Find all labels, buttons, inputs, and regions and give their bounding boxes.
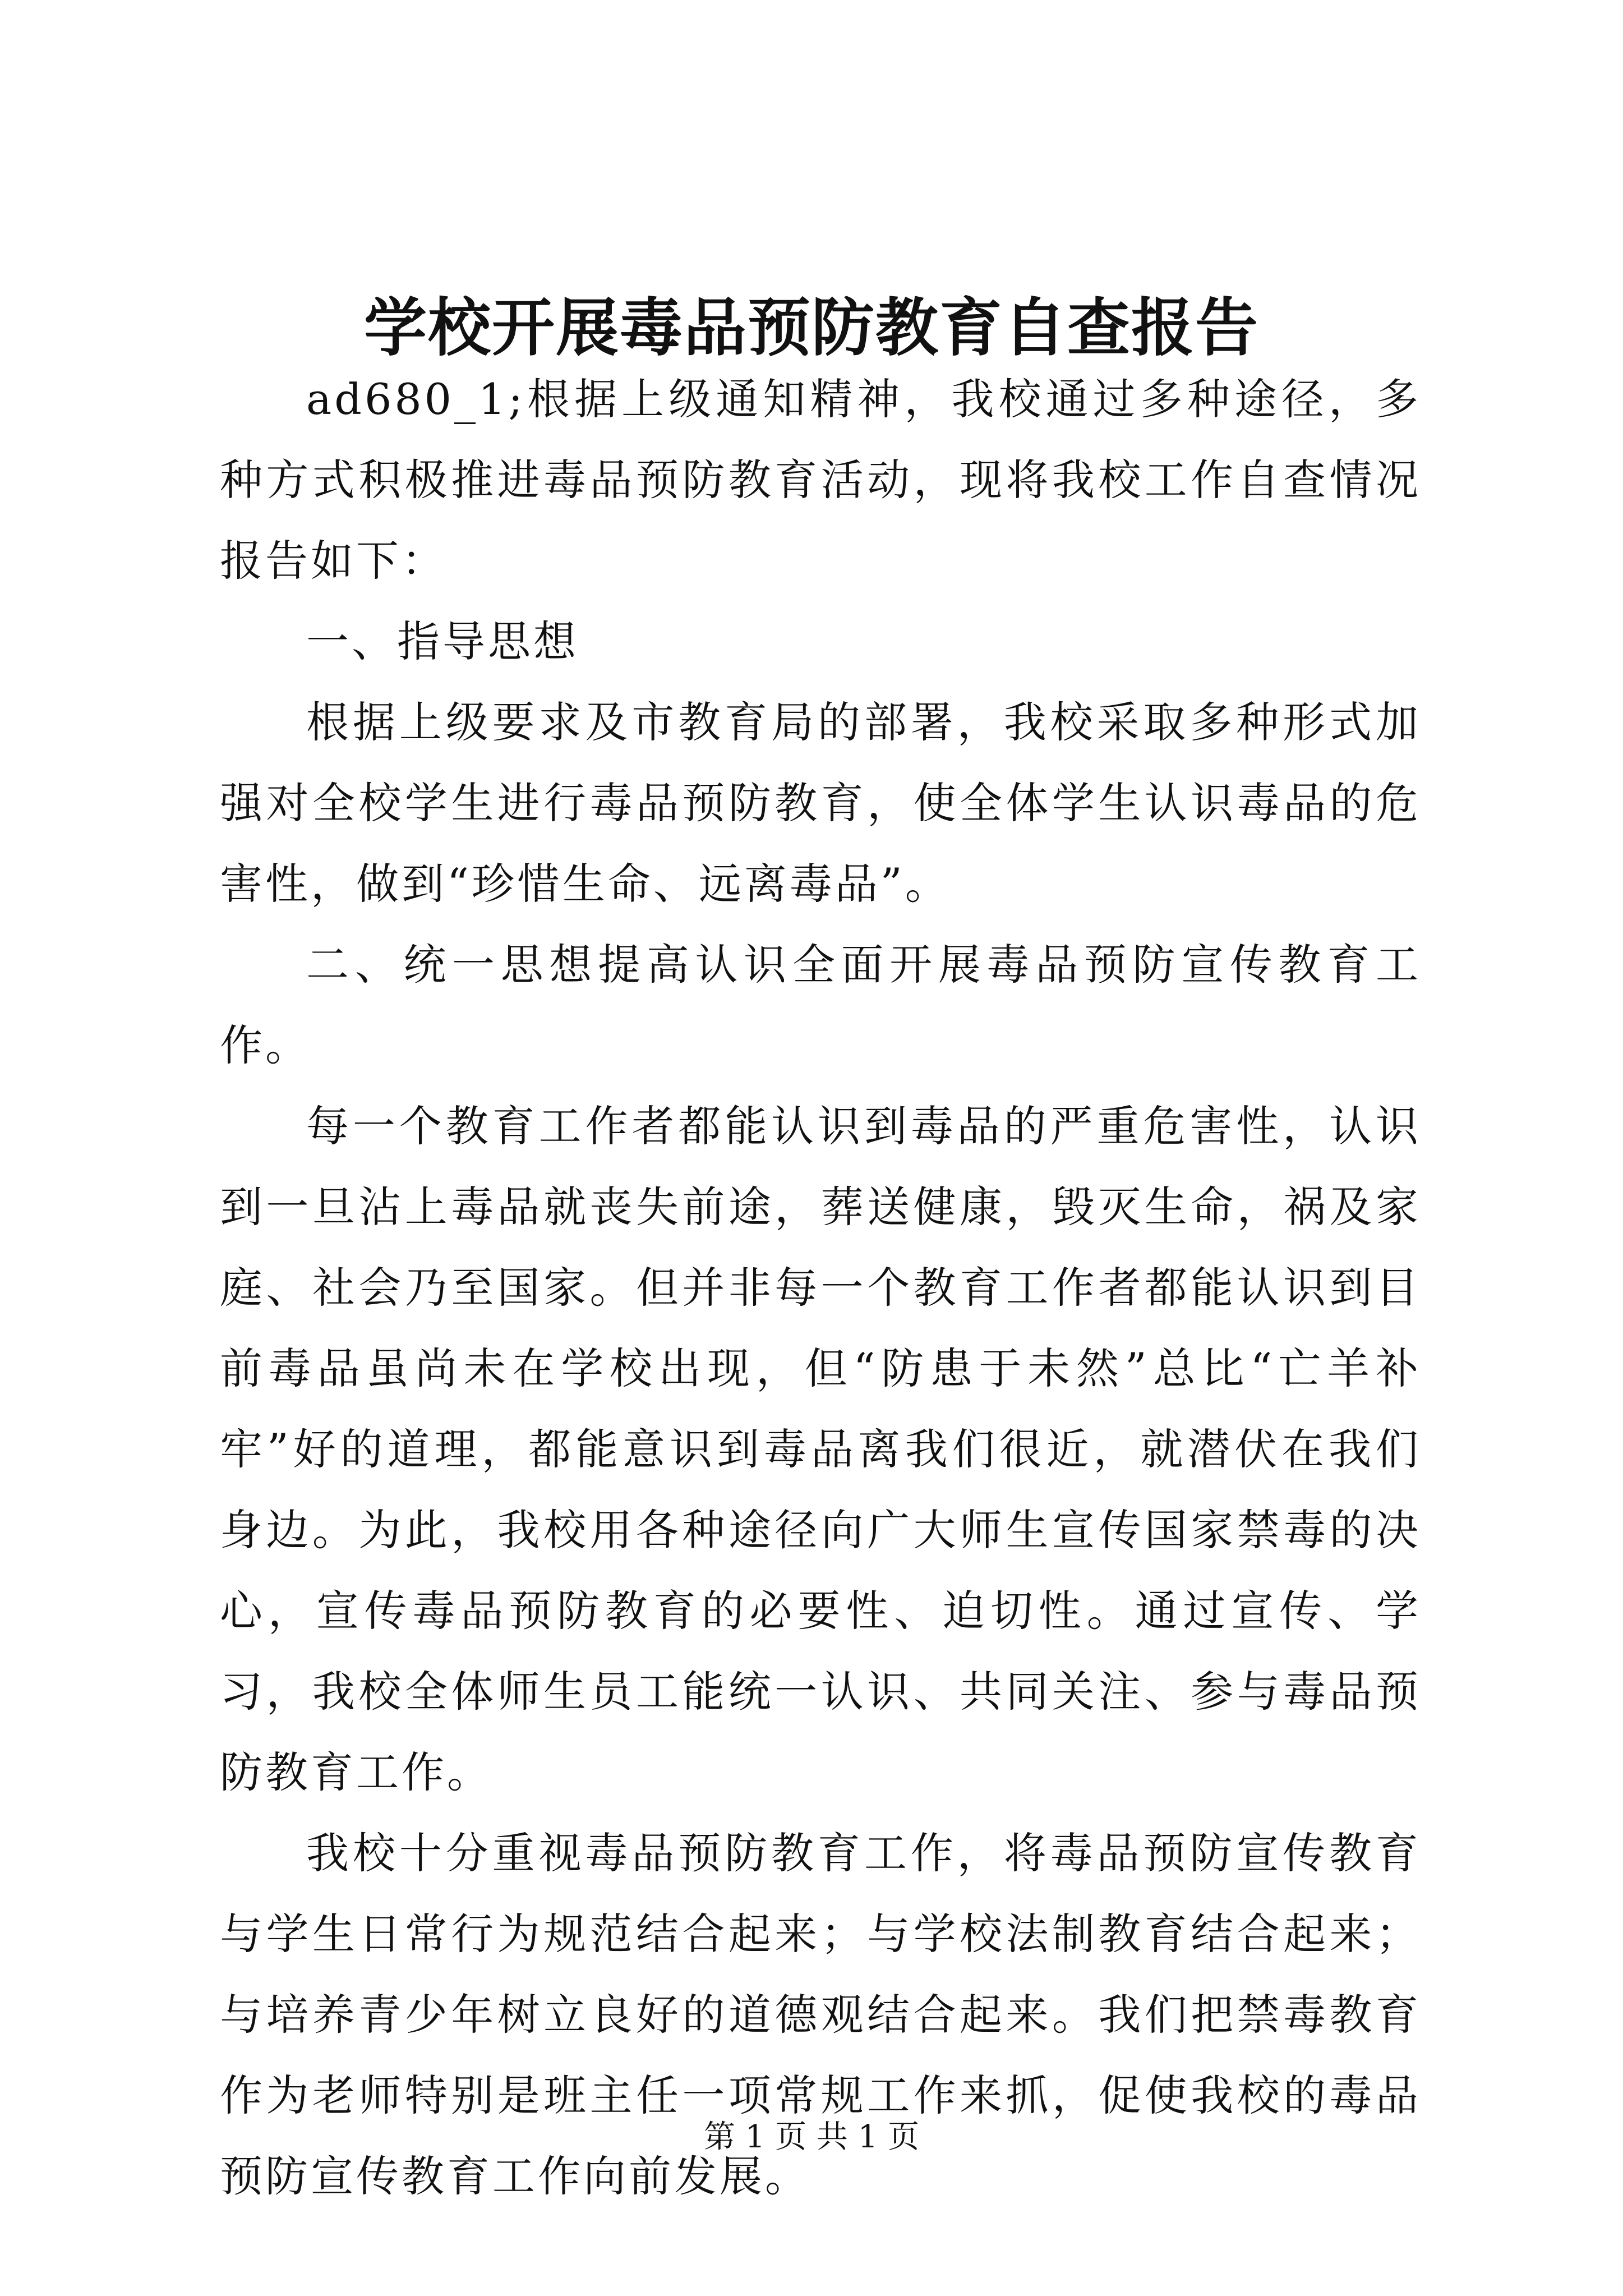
paragraph-guiding-thought: 根据上级要求及市教育局的部署，我校采取多种形式加强对全校学生进行毒品预防教育，使全体学生认识毒品的危害性，做到“珍惜生命、远离毒品”。 bbox=[220, 697, 1421, 909]
paragraph-school-emphasis: 我校十分重视毒品预防教育工作，将毒品预防宣传教育与学生日常行为规范结合起来；与学校法制教育结合起来；与培养青少年树立良好的道德观结合起来。我们把禁毒教育作为老师特别是班主任一项常规工作来抓，促使我校的毒品预防宣传教育工作向前发展。 bbox=[220, 1828, 1421, 2201]
document-title: 学校开展毒品预防教育自查报告 bbox=[364, 291, 1259, 365]
paragraph-intro: ad680_1;根据上级通知精神，我校通过多种途径，多种方式积极推进毒品预防教育活动，现将我校工作自查情况报告如下： bbox=[220, 374, 1421, 586]
paragraph-awareness: 每一个教育工作者都能认识到毒品的严重危害性，认识到一旦沾上毒品就丧失前途，葬送健康，毁灭生命，祸及家庭、社会乃至国家。但并非每一个教育工作者都能认识到目前毒品虽尚未在学校出现，但“防患于未然”总比“亡羊补牢”好的道理，都能意识到毒品离我们很近，就潜伏在我们身边。为此，我校用各种途径向广大师生宣传国家禁毒的决心，宣传毒品预防教育的必要性、迫切性。通过宣传、学习，我校全体师生员工能统一认识、共同关注、参与毒品预防教育工作。 bbox=[220, 1101, 1421, 1797]
section-heading-guiding-thought: 一、指导思想 bbox=[306, 616, 579, 666]
page-footer: 第 1 页 共 1 页 bbox=[703, 2119, 920, 2155]
section-heading-unify-thinking: 二、统一思想提高认识全面开展毒品预防宣传教育工作。 bbox=[220, 940, 1421, 1070]
document-body bbox=[220, 359, 1421, 2217]
